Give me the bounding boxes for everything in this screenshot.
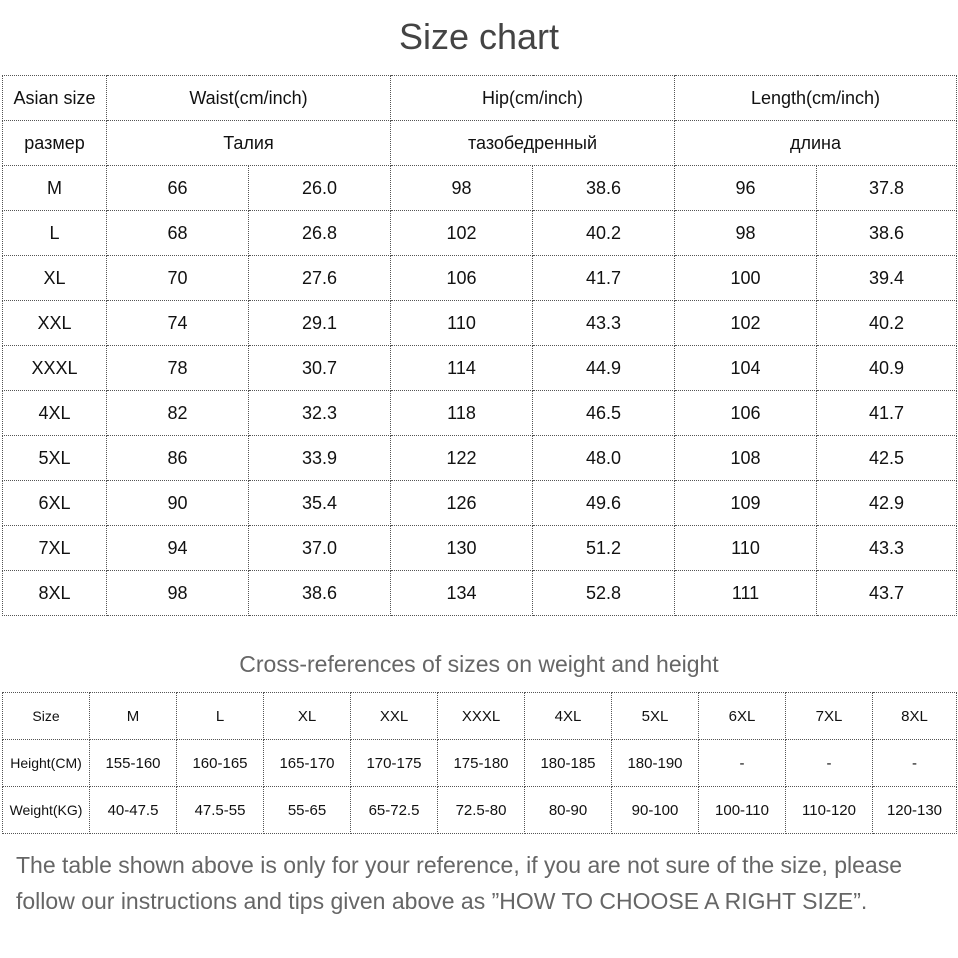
measurement-cell: 96 <box>675 166 817 211</box>
measurement-cell: 37.0 <box>249 526 391 571</box>
measurement-cell: 52.8 <box>533 571 675 616</box>
measurement-cell: 38.6 <box>817 211 957 256</box>
measurement-cell: 27.6 <box>249 256 391 301</box>
reference-cell: 6XL <box>699 693 786 740</box>
header-hip: Hip(cm/inch) <box>391 76 675 121</box>
measurement-cell: 109 <box>675 481 817 526</box>
table-row <box>3 693 957 740</box>
table-row <box>3 740 957 787</box>
table-row <box>3 571 957 616</box>
measurement-cell: 41.7 <box>533 256 675 301</box>
size-label-cell: XXL <box>3 301 107 346</box>
reference-cell: 8XL <box>873 693 957 740</box>
header-length: Length(cm/inch) <box>675 76 957 121</box>
row-header-cell: Height(CM) <box>3 740 90 787</box>
measurement-cell: 40.9 <box>817 346 957 391</box>
table-row <box>3 787 957 834</box>
measurement-cell: 40.2 <box>817 301 957 346</box>
reference-cell: 47.5-55 <box>177 787 264 834</box>
reference-cell: 65-72.5 <box>351 787 438 834</box>
measurement-cell: 37.8 <box>817 166 957 211</box>
measurement-cell: 41.7 <box>817 391 957 436</box>
reference-cell: 80-90 <box>525 787 612 834</box>
reference-cell: XXXL <box>438 693 525 740</box>
reference-cell: 40-47.5 <box>90 787 177 834</box>
reference-cell: XL <box>264 693 351 740</box>
reference-cell: 120-130 <box>873 787 957 834</box>
table-row <box>3 256 957 301</box>
header-asian-size: Asian size <box>3 76 107 121</box>
measurement-cell: 70 <box>107 256 249 301</box>
measurement-cell: 111 <box>675 571 817 616</box>
measurement-cell: 42.9 <box>817 481 957 526</box>
measurement-cell: 35.4 <box>249 481 391 526</box>
measurement-cell: 44.9 <box>533 346 675 391</box>
measurement-cell: 33.9 <box>249 436 391 481</box>
measurement-cell: 104 <box>675 346 817 391</box>
measurement-cell: 26.0 <box>249 166 391 211</box>
measurement-cell: 118 <box>391 391 533 436</box>
reference-cell: 5XL <box>612 693 699 740</box>
header-row-en <box>3 76 957 121</box>
measurement-cell: 98 <box>391 166 533 211</box>
measurement-cell: 74 <box>107 301 249 346</box>
measurement-cell: 134 <box>391 571 533 616</box>
reference-cell: 4XL <box>525 693 612 740</box>
size-label-cell: 5XL <box>3 436 107 481</box>
measurement-cell: 38.6 <box>533 166 675 211</box>
measurement-cell: 110 <box>675 526 817 571</box>
measurement-cell: 110 <box>391 301 533 346</box>
header-hip-ru: тазобедренный <box>391 121 675 166</box>
header-row-ru <box>3 121 957 166</box>
table-row <box>3 391 957 436</box>
measurement-cell: 48.0 <box>533 436 675 481</box>
reference-cell: - <box>786 740 873 787</box>
reference-cell: 90-100 <box>612 787 699 834</box>
reference-cell: L <box>177 693 264 740</box>
measurement-cell: 102 <box>391 211 533 256</box>
measurement-cell: 26.8 <box>249 211 391 256</box>
measurement-cell: 130 <box>391 526 533 571</box>
table-row <box>3 211 957 256</box>
measurement-cell: 114 <box>391 346 533 391</box>
measurement-cell: 78 <box>107 346 249 391</box>
measurement-cell: 100 <box>675 256 817 301</box>
measurement-cell: 106 <box>675 391 817 436</box>
measurement-cell: 29.1 <box>249 301 391 346</box>
measurement-cell: 51.2 <box>533 526 675 571</box>
page-title: Size chart <box>398 16 560 57</box>
measurement-cell: 122 <box>391 436 533 481</box>
reference-cell: - <box>699 740 786 787</box>
measurement-cell: 98 <box>107 571 249 616</box>
measurement-cell: 42.5 <box>817 436 957 481</box>
size-label-cell: 8XL <box>3 571 107 616</box>
reference-cell: 7XL <box>786 693 873 740</box>
reference-cell: 155-160 <box>90 740 177 787</box>
reference-cell: 175-180 <box>438 740 525 787</box>
measurement-cell: 40.2 <box>533 211 675 256</box>
measurement-cell: 94 <box>107 526 249 571</box>
measurement-cell: 39.4 <box>817 256 957 301</box>
size-label-cell: XL <box>3 256 107 301</box>
measurement-cell: 106 <box>391 256 533 301</box>
size-label-cell: M <box>3 166 107 211</box>
measurement-cell: 43.3 <box>533 301 675 346</box>
size-label-cell: 6XL <box>3 481 107 526</box>
reference-cell: 110-120 <box>786 787 873 834</box>
measurement-cell: 38.6 <box>249 571 391 616</box>
measurement-cell: 68 <box>107 211 249 256</box>
reference-cell: - <box>873 740 957 787</box>
measurement-cell: 43.3 <box>817 526 957 571</box>
measurement-cell: 86 <box>107 436 249 481</box>
measurement-cell: 66 <box>107 166 249 211</box>
measurement-cell: 98 <box>675 211 817 256</box>
table-row <box>3 301 957 346</box>
reference-cell: 55-65 <box>264 787 351 834</box>
reference-cell: 170-175 <box>351 740 438 787</box>
reference-note: The table shown above is only for your reference, if you are not sure of the size, please follow our instructions and tips given above as ”HOW TO CHOOSE A RIGHT SIZE”. <box>16 852 902 914</box>
measurement-cell: 82 <box>107 391 249 436</box>
reference-cell: 72.5-80 <box>438 787 525 834</box>
reference-cell: 160-165 <box>177 740 264 787</box>
measurement-cell: 126 <box>391 481 533 526</box>
size-label-cell: 4XL <box>3 391 107 436</box>
cross-reference-table <box>2 692 957 834</box>
row-header-cell: Size <box>3 693 90 740</box>
header-waist: Waist(cm/inch) <box>107 76 391 121</box>
size-label-cell: L <box>3 211 107 256</box>
table-row <box>3 346 957 391</box>
reference-cell: 100-110 <box>699 787 786 834</box>
measurement-cell: 30.7 <box>249 346 391 391</box>
measurement-cell: 46.5 <box>533 391 675 436</box>
measurement-cell: 32.3 <box>249 391 391 436</box>
measurement-cell: 90 <box>107 481 249 526</box>
size-label-cell: 7XL <box>3 526 107 571</box>
table-row <box>3 436 957 481</box>
measurement-cell: 108 <box>675 436 817 481</box>
reference-cell: 180-185 <box>525 740 612 787</box>
header-waist-ru: Талия <box>107 121 391 166</box>
measurement-cell: 49.6 <box>533 481 675 526</box>
table-row <box>3 481 957 526</box>
table-row <box>3 166 957 211</box>
reference-cell: XXL <box>351 693 438 740</box>
header-size-ru: размер <box>3 121 107 166</box>
reference-cell: 180-190 <box>612 740 699 787</box>
row-header-cell: Weight(KG) <box>3 787 90 834</box>
measurement-cell: 43.7 <box>817 571 957 616</box>
table-row <box>3 526 957 571</box>
measurement-cell: 102 <box>675 301 817 346</box>
reference-cell: 165-170 <box>264 740 351 787</box>
size-label-cell: XXXL <box>3 346 107 391</box>
header-length-ru: длина <box>675 121 957 166</box>
reference-cell: M <box>90 693 177 740</box>
cross-reference-title: Cross-references of sizes on weight and height <box>239 651 719 677</box>
size-table <box>2 75 957 616</box>
